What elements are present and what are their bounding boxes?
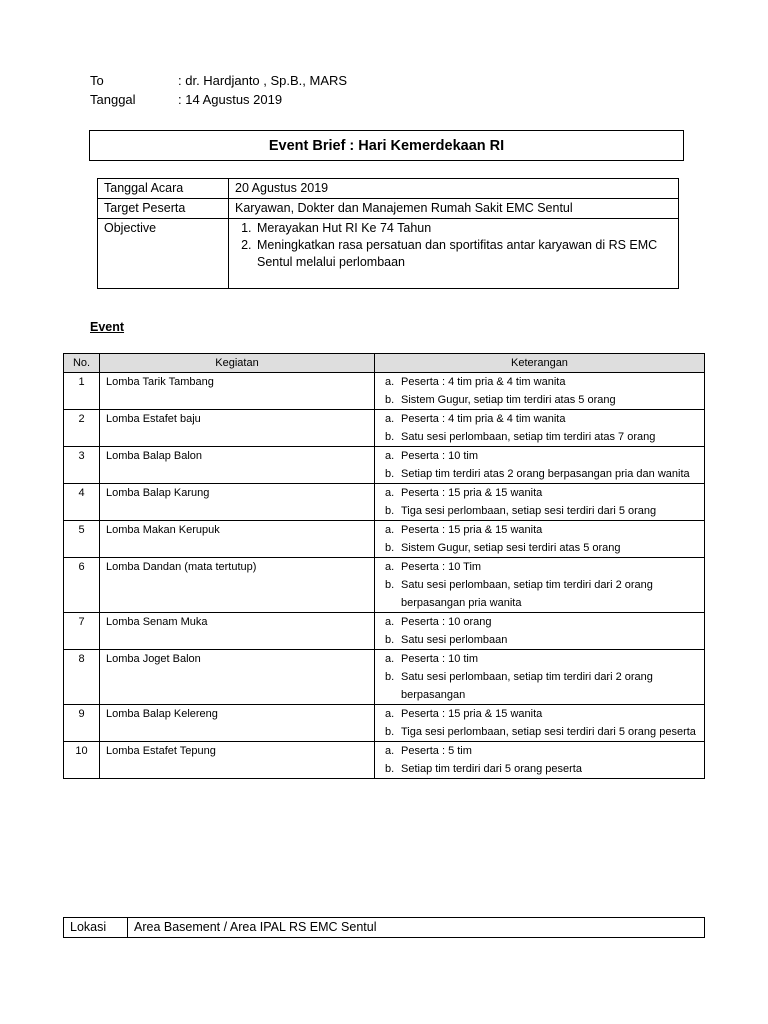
note-marker: a.	[385, 708, 395, 720]
activity-notes	[375, 558, 705, 613]
notes-list	[381, 410, 704, 446]
note-text: Peserta : 4 tim pria & 4 tim wanita	[401, 413, 566, 425]
location-value: Area Basement / Area IPAL RS EMC Sentul	[128, 918, 705, 938]
notes-list	[381, 705, 704, 741]
note-text: Tiga sesi perlombaan, setiap sesi terdiri dari 5 orang	[401, 505, 657, 517]
activity-name: Lomba Balap Balon	[100, 447, 375, 484]
activity-name: Lomba Balap Kelereng	[100, 705, 375, 742]
note-item	[381, 373, 704, 391]
table-row	[64, 447, 705, 484]
activity-notes	[375, 447, 705, 484]
note-text: Satu sesi perlombaan	[401, 634, 508, 646]
note-item	[381, 576, 704, 612]
note-item	[381, 723, 704, 741]
objective-list	[235, 220, 672, 271]
activity-notes	[375, 521, 705, 558]
info-row-date	[98, 179, 679, 199]
event-table-body	[64, 373, 705, 779]
row-number: 8	[64, 650, 100, 705]
row-number: 7	[64, 613, 100, 650]
objective-label: Objective	[98, 219, 229, 289]
note-item	[381, 410, 704, 428]
note-marker: b.	[385, 468, 395, 480]
note-text: Setiap tim terdiri dari 5 orang peserta	[401, 763, 582, 775]
note-text: Sistem Gugur, setiap tim terdiri atas 5 orang	[401, 394, 616, 406]
note-marker: a.	[385, 616, 395, 628]
note-text: Satu sesi perlombaan, setiap tim terdiri atas 7 orang	[401, 431, 656, 443]
table-row	[64, 705, 705, 742]
row-number: 3	[64, 447, 100, 484]
location-row	[64, 918, 705, 938]
note-marker: a.	[385, 376, 395, 388]
note-item	[381, 521, 704, 539]
column-header-notes: Keterangan	[375, 354, 705, 373]
row-number: 6	[64, 558, 100, 613]
to-value: : dr. Hardjanto , Sp.B., MARS	[178, 73, 348, 88]
recipient-block	[90, 72, 490, 112]
activity-name: Lomba Dandan (mata tertutup)	[100, 558, 375, 613]
note-item	[381, 668, 704, 704]
row-number: 4	[64, 484, 100, 521]
table-row	[64, 742, 705, 779]
objective-value	[229, 219, 679, 289]
event-table	[63, 353, 705, 779]
note-item	[381, 760, 704, 778]
note-item	[381, 447, 704, 465]
location-label: Lokasi	[64, 918, 128, 938]
location-table	[63, 917, 705, 938]
notes-list	[381, 558, 704, 612]
note-text: Peserta : 5 tim	[401, 745, 472, 757]
column-header-activity: Kegiatan	[100, 354, 375, 373]
activity-notes	[375, 613, 705, 650]
note-text: Peserta : 10 tim	[401, 450, 479, 462]
note-item	[381, 465, 704, 483]
activity-notes	[375, 410, 705, 447]
note-text: Sistem Gugur, setiap sesi terdiri atas 5 orang	[401, 542, 621, 554]
document-title: Event Brief : Hari Kemerdekaan RI	[89, 130, 684, 161]
activity-name: Lomba Makan Kerupuk	[100, 521, 375, 558]
table-row	[64, 410, 705, 447]
note-item	[381, 391, 704, 409]
activity-name: Lomba Tarik Tambang	[100, 373, 375, 410]
note-marker: b.	[385, 505, 395, 517]
row-number: 9	[64, 705, 100, 742]
activity-notes	[375, 742, 705, 779]
notes-list	[381, 613, 704, 649]
column-header-no: No.	[64, 354, 100, 373]
date-label: Tanggal	[90, 92, 136, 107]
note-marker: a.	[385, 413, 395, 425]
note-text: Satu sesi perlombaan, setiap tim terdiri dari 2 orang berpasangan	[401, 671, 653, 701]
activity-notes	[375, 650, 705, 705]
note-text: Peserta : 4 tim pria & 4 tim wanita	[401, 376, 566, 388]
target-label: Target Peserta	[98, 199, 229, 219]
row-number: 2	[64, 410, 100, 447]
event-date-label: Tanggal Acara	[98, 179, 229, 199]
notes-list	[381, 521, 704, 557]
row-number: 5	[64, 521, 100, 558]
note-marker: b.	[385, 634, 395, 646]
note-text: Satu sesi perlombaan, setiap tim terdiri dari 2 orang berpasangan pria wanita	[401, 579, 653, 609]
note-marker: a.	[385, 653, 395, 665]
note-marker: b.	[385, 431, 395, 443]
notes-list	[381, 650, 704, 704]
activity-notes	[375, 705, 705, 742]
activity-name: Lomba Senam Muka	[100, 613, 375, 650]
note-text: Peserta : 10 tim	[401, 653, 479, 665]
note-marker: b.	[385, 671, 395, 683]
note-item	[381, 484, 704, 502]
activity-name: Lomba Estafet Tepung	[100, 742, 375, 779]
note-text: Peserta : 15 pria & 15 wanita	[401, 487, 543, 499]
note-item	[381, 502, 704, 520]
note-marker: a.	[385, 450, 395, 462]
row-number: 10	[64, 742, 100, 779]
table-row	[64, 650, 705, 705]
note-text: Tiga sesi perlombaan, setiap sesi terdiri dari 5 orang peserta	[401, 726, 696, 738]
event-info-table	[97, 178, 679, 289]
activity-name: Lomba Joget Balon	[100, 650, 375, 705]
notes-list	[381, 484, 704, 520]
activity-name: Lomba Balap Karung	[100, 484, 375, 521]
note-text: Peserta : 15 pria & 15 wanita	[401, 524, 543, 536]
notes-list	[381, 373, 704, 409]
notes-list	[381, 742, 704, 778]
table-row	[64, 558, 705, 613]
note-text: Peserta : 10 orang	[401, 616, 492, 628]
note-text: Peserta : 10 Tim	[401, 561, 482, 573]
info-row-target	[98, 199, 679, 219]
table-row	[64, 373, 705, 410]
event-table-header	[64, 354, 705, 373]
target-value: Karyawan, Dokter dan Manajemen Rumah Sakit EMC Sentul	[229, 199, 679, 219]
note-text: Peserta : 15 pria & 15 wanita	[401, 708, 543, 720]
notes-list	[381, 447, 704, 483]
note-item	[381, 705, 704, 723]
note-item	[381, 539, 704, 557]
note-text: Setiap tim terdiri atas 2 orang berpasangan pria dan wanita	[401, 468, 690, 480]
note-item	[381, 558, 704, 576]
note-marker: a.	[385, 524, 395, 536]
event-section-heading: Event	[90, 320, 125, 334]
table-row	[64, 521, 705, 558]
note-item	[381, 631, 704, 649]
note-marker: a.	[385, 487, 395, 499]
activity-notes	[375, 373, 705, 410]
event-date-value: 20 Agustus 2019	[229, 179, 679, 199]
date-value: : 14 Agustus 2019	[178, 92, 283, 107]
note-item	[381, 650, 704, 668]
note-item	[381, 613, 704, 631]
row-number: 1	[64, 373, 100, 410]
activity-name: Lomba Estafet baju	[100, 410, 375, 447]
note-marker: b.	[385, 542, 395, 554]
note-marker: a.	[385, 745, 395, 757]
info-row-objective	[98, 219, 679, 289]
table-row	[64, 613, 705, 650]
table-row	[64, 484, 705, 521]
objective-item: 2. Meningkatkan rasa persatuan dan sportifitas antar karyawan di RS EMC Sentul melalui perlombaan	[255, 237, 672, 271]
objective-item: 1. Merayakan Hut RI Ke 74 Tahun	[255, 220, 672, 237]
note-marker: b.	[385, 394, 395, 406]
activity-notes	[375, 484, 705, 521]
to-label: To	[90, 73, 104, 88]
note-marker: b.	[385, 579, 395, 591]
note-marker: b.	[385, 726, 395, 738]
note-item	[381, 428, 704, 446]
note-marker: a.	[385, 561, 395, 573]
note-item	[381, 742, 704, 760]
note-marker: b.	[385, 763, 395, 775]
